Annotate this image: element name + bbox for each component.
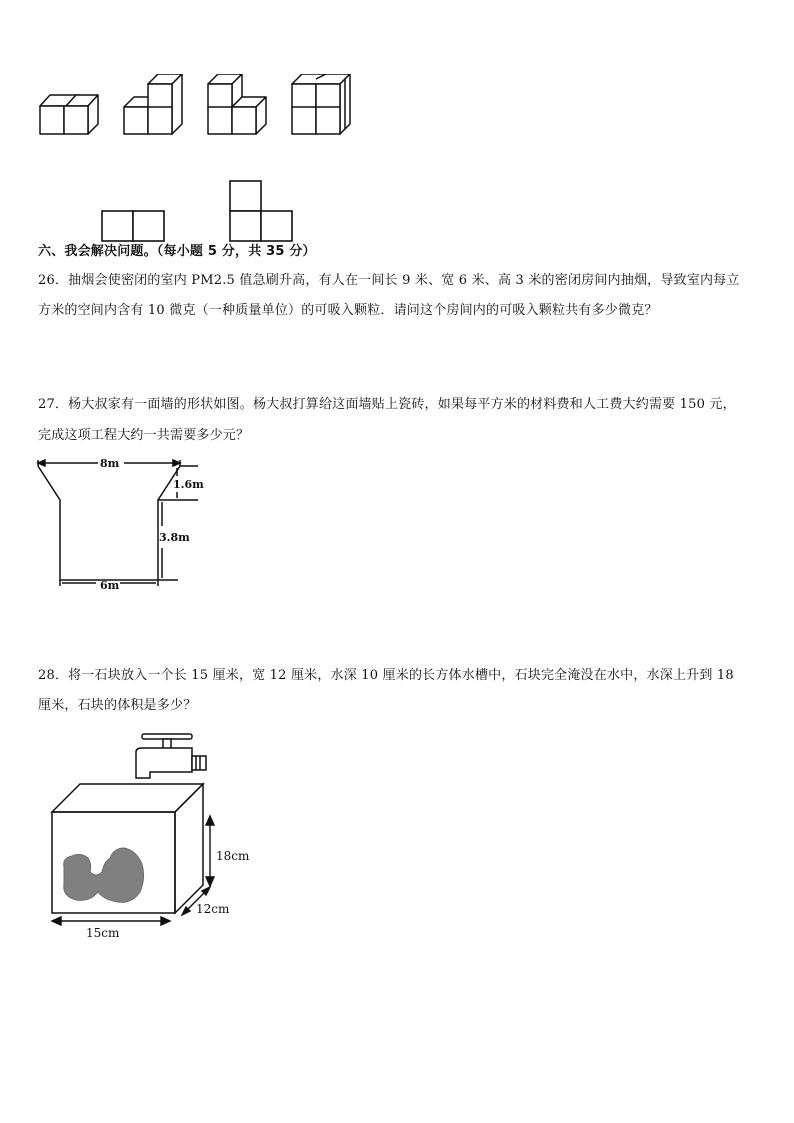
stone-icon — [64, 848, 144, 902]
cube-figure-4 — [292, 74, 350, 134]
wall-top-label: 8m — [100, 457, 120, 470]
tank-top-face — [52, 784, 203, 812]
wall-slant-height-label: 1.6m — [173, 478, 204, 491]
question-28-line-1: 28．将一石块放入一个长 15 厘米，宽 12 厘米，水深 10 厘米的长方体水槽中，石块完全淹没在水中，水深上升到 18 — [38, 668, 734, 683]
view-two-squares — [102, 211, 164, 241]
wall-outline — [38, 466, 180, 580]
question-27-line-2: 完成这项工程大约一共需要多少元？ — [38, 428, 250, 443]
faucet-icon — [136, 734, 206, 778]
wall-bottom-label: 6m — [100, 579, 120, 592]
section-heading: 六、我会解决问题。（每小题 5 分，共 35 分） — [38, 244, 316, 259]
cube-figure-1 — [40, 95, 98, 134]
view-three-squares — [230, 181, 292, 241]
question-26-line-2: 方米的空间内含有 10 微克（一种质量单位）的可吸入颗粒．请问这个房间内的可吸入颗粒共有多少微克？ — [38, 303, 658, 318]
tank-height-label: 18cm — [216, 849, 250, 863]
wall-shape-figure — [34, 452, 212, 596]
tank-side-face — [175, 784, 203, 913]
water-tank-figure — [44, 728, 256, 942]
question-28-line-2: 厘米，石块的体积是多少？ — [38, 698, 197, 713]
question-26-line-1: 26．抽烟会使密闭的室内 PM2.5 值急刷升高，有人在一间长 9 米、宽 6 米、高 3 米的密闭房间内抽烟，导致室内每立 — [38, 273, 740, 288]
wall-rect-height-label: 3.8m — [159, 531, 190, 544]
question-27-line-1: 27．杨大叔家有一面墙的形状如图。杨大叔打算给这面墙贴上瓷砖，如果每平方米的材料费和人工费大约需要 150 元， — [38, 397, 736, 412]
tank-width-label: 12cm — [196, 902, 230, 916]
cube-figure-3 — [208, 74, 266, 134]
tank-length-label: 15cm — [86, 926, 120, 940]
square-views-figure — [98, 178, 296, 244]
cube-figure-2 — [124, 74, 182, 134]
cube-views-figure — [36, 74, 356, 138]
